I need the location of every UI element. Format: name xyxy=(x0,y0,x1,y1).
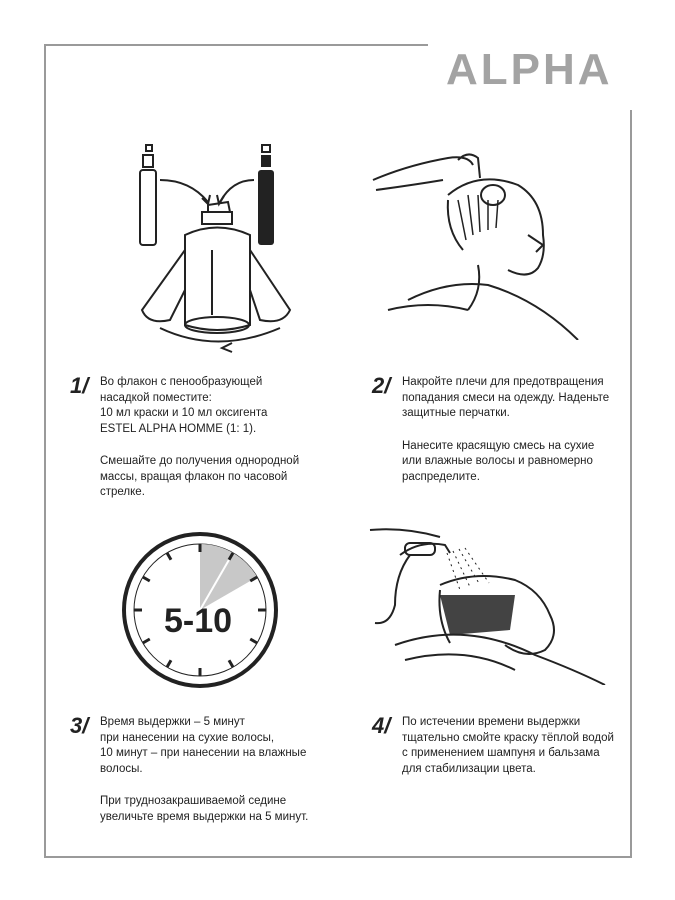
step-3 xyxy=(70,715,315,842)
step-paragraph: Во флакон с пенообразующей насадкой поместите: 10 мл краски и 10 мл оксигента ESTEL ALPHA HOMME (1: 1). xyxy=(100,376,268,435)
frame-right xyxy=(630,110,632,858)
step-number: 3/ xyxy=(70,713,89,738)
frame-bottom xyxy=(44,856,632,858)
brand-logo: ALPHA xyxy=(446,45,613,94)
clock-tick xyxy=(167,660,171,667)
rinse-illustration xyxy=(365,525,610,685)
clock-tick xyxy=(250,639,257,643)
step-text xyxy=(100,715,308,842)
step-2 xyxy=(372,375,622,502)
step-paragraph: Нанесите красящую смесь на сухие или влажные волосы и равномерно распределите. xyxy=(402,439,595,483)
step-number: 2/ xyxy=(372,373,391,398)
step-text xyxy=(402,375,609,502)
hair-application-illustration xyxy=(368,140,608,340)
frame-top xyxy=(44,44,428,46)
step-paragraph: Накройте плечи для предотвращения попадания смеси на одежду. Наденьте защитные перчатки. xyxy=(402,376,610,419)
clock-tick xyxy=(143,639,150,643)
step-number: 1/ xyxy=(70,373,89,398)
step-text xyxy=(100,375,299,518)
step-text xyxy=(402,715,614,794)
clock-tick xyxy=(143,577,150,581)
step-paragraph: При труднозакрашиваемой седине увеличьте время выдержки на 5 минут. xyxy=(100,795,309,823)
clock-tick xyxy=(229,660,233,667)
frame-left xyxy=(44,44,46,858)
step-4 xyxy=(372,715,622,794)
step-1 xyxy=(70,375,300,518)
step-paragraph: По истечении времени выдержки тщательно смойте краску тёплой водой с применением шампуня и бальзама для стабилизации цвета. xyxy=(402,716,614,775)
step-paragraph: Смешайте до получения однородной массы, вращая флакон по часовой стрелке. xyxy=(100,455,300,498)
timer-label: 5-10 xyxy=(164,602,233,640)
step-paragraph: Время выдержки – 5 минут при нанесении на сухие волосы, 10 минут – при нанесении на влажные волосы. xyxy=(100,716,307,775)
clock-tick xyxy=(167,553,171,560)
bottle-mixing-illustration xyxy=(120,140,300,355)
step-number: 4/ xyxy=(372,713,391,738)
